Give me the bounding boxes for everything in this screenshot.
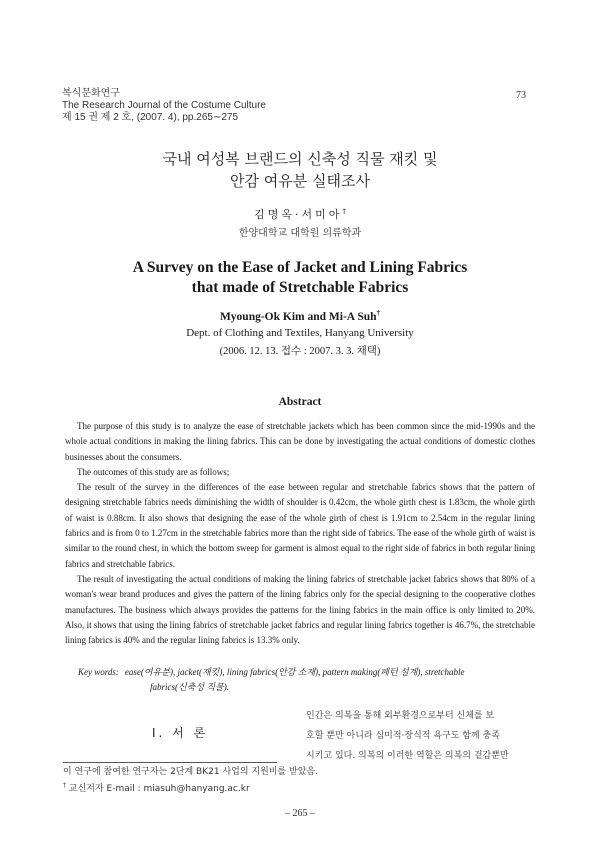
korean-title-line-1: 국내 여성복 브랜드의 신축성 직물 재킷 및 <box>162 150 438 168</box>
footnote-correspondence <box>63 779 318 796</box>
korean-title-line-2: 안감 여유분 실태조사 <box>230 172 370 190</box>
abstract-paragraph: The result of investigating the actual conditions of making the lining fabrics of stretchable jacket fabrics shows that 80% of a woman's wear brand produces and gives the pattern of the lining fabrics only for the special designing to the cooperative clothes manufactures. The business which always provides the patterns for the lining fabrics in the main office is only limited to 20%. Also, it shows that using the lining fabrics of stretchable jacket fabrics and regular lining fabrics together is 46.7%, the stretchable lining fabrics is 40% and the regular lining fabrics is 13.3% only. <box>65 573 535 646</box>
journal-volume-info: 제 15 권 제 2 호, (2007. 4), pp.265∼275 <box>62 112 239 123</box>
abstract-heading: Abstract <box>278 396 322 408</box>
journal-header <box>62 88 266 124</box>
body-line: 시키고 있다. 의복의 이러한 역할은 의복의 겉감뿐만 <box>306 751 509 761</box>
footnote-funding: 이 연구에 참여한 연구자는 2단계 BK21 사업의 지원비를 받았음. <box>63 767 318 777</box>
keywords-line-2: fabrics(신축성 직물). <box>150 682 229 692</box>
footnote-divider <box>63 762 277 763</box>
corresponding-author-mark: † <box>342 207 346 216</box>
english-author-names: Myoung-Ok Kim and Mi-A Suh <box>219 310 377 323</box>
abstract-paragraph: The result of the survey in the differences of the ease between regular and stretchable fabrics shows that the pattern of designing stretchable fabrics needs diminishing the width of shoulder is 0.42cm, the whole girth chest is 1.83cm, the whole girth of waist is 0.88cm. It also shows that designing the ease of the whole girth of chest is 1.91cm to 2.54cm in the regular lining fabrics and is from 0 to 1.27cm in the stretchable fabrics more than the right side of fabrics. The ease of the whole girth of waist is similar to the round chest, in which the bottom sweep for garment is almost equal to the right side of fabrics in both regular lining fabrics and stretchable fabrics. <box>65 482 535 569</box>
journal-name-en: The Research Journal of the Costume Culture <box>62 100 266 111</box>
footnotes <box>63 766 318 796</box>
introduction-body-text <box>306 706 538 766</box>
keywords-line-1 <box>78 665 536 680</box>
english-title-line-2: that made of Stretchable Fabrics <box>191 279 409 296</box>
english-department: Dept. of Clothing and Textiles, Hanyang University <box>186 327 414 339</box>
page-number-bottom: – 265 – <box>285 808 315 819</box>
keywords <box>78 665 536 695</box>
abstract-paragraph: The purpose of this study is to analyze the ease of stretchable jackets which has been common since the mid-1990s and the whole actual conditions in making the lining fabrics. This can be done by investigating the actual conditions of domestic clothes businesses about the consumers. <box>65 421 535 462</box>
english-title-line-1: A Survey on the Ease of Jacket and Lining Fabrics <box>132 259 468 276</box>
keywords-text: ease(여유분), jacket(재킷), lining fabrics(안감 소재), pattern making(패턴 설계), stretchable <box>124 667 465 677</box>
korean-affiliation: 한양대학교 대학원 의류학과 <box>238 228 362 239</box>
english-title <box>0 258 600 298</box>
keywords-label: Key words: <box>78 667 119 677</box>
body-line: 인간은 의복을 통해 외부환경으로부터 신체를 보 <box>306 711 495 721</box>
page-number-top: 73 <box>516 90 526 101</box>
korean-title <box>0 148 600 192</box>
body-line: 호할 뿐만 아니라 심미적·장식적 욕구도 함께 충족 <box>306 731 500 741</box>
footnote-mark: † <box>63 782 66 789</box>
korean-authors <box>0 206 600 222</box>
english-authors <box>0 309 600 323</box>
received-accepted-dates: (2006. 12. 13. 접수 : 2007. 3. 3. 채택) <box>219 346 381 357</box>
abstract-body <box>65 419 535 648</box>
corresponding-author-mark-en: † <box>376 309 381 317</box>
section-heading-introduction: Ⅰ. 서 론 <box>152 726 209 740</box>
footnote-correspondence-text: 교신저자 E-mail : miasuh@hanyang.ac.kr <box>68 784 250 794</box>
abstract-paragraph: The outcomes of this study are as follows; <box>77 466 230 477</box>
korean-author-names: 김명옥·서미아 <box>254 208 343 221</box>
journal-name-kr: 복식문화연구 <box>62 88 120 99</box>
